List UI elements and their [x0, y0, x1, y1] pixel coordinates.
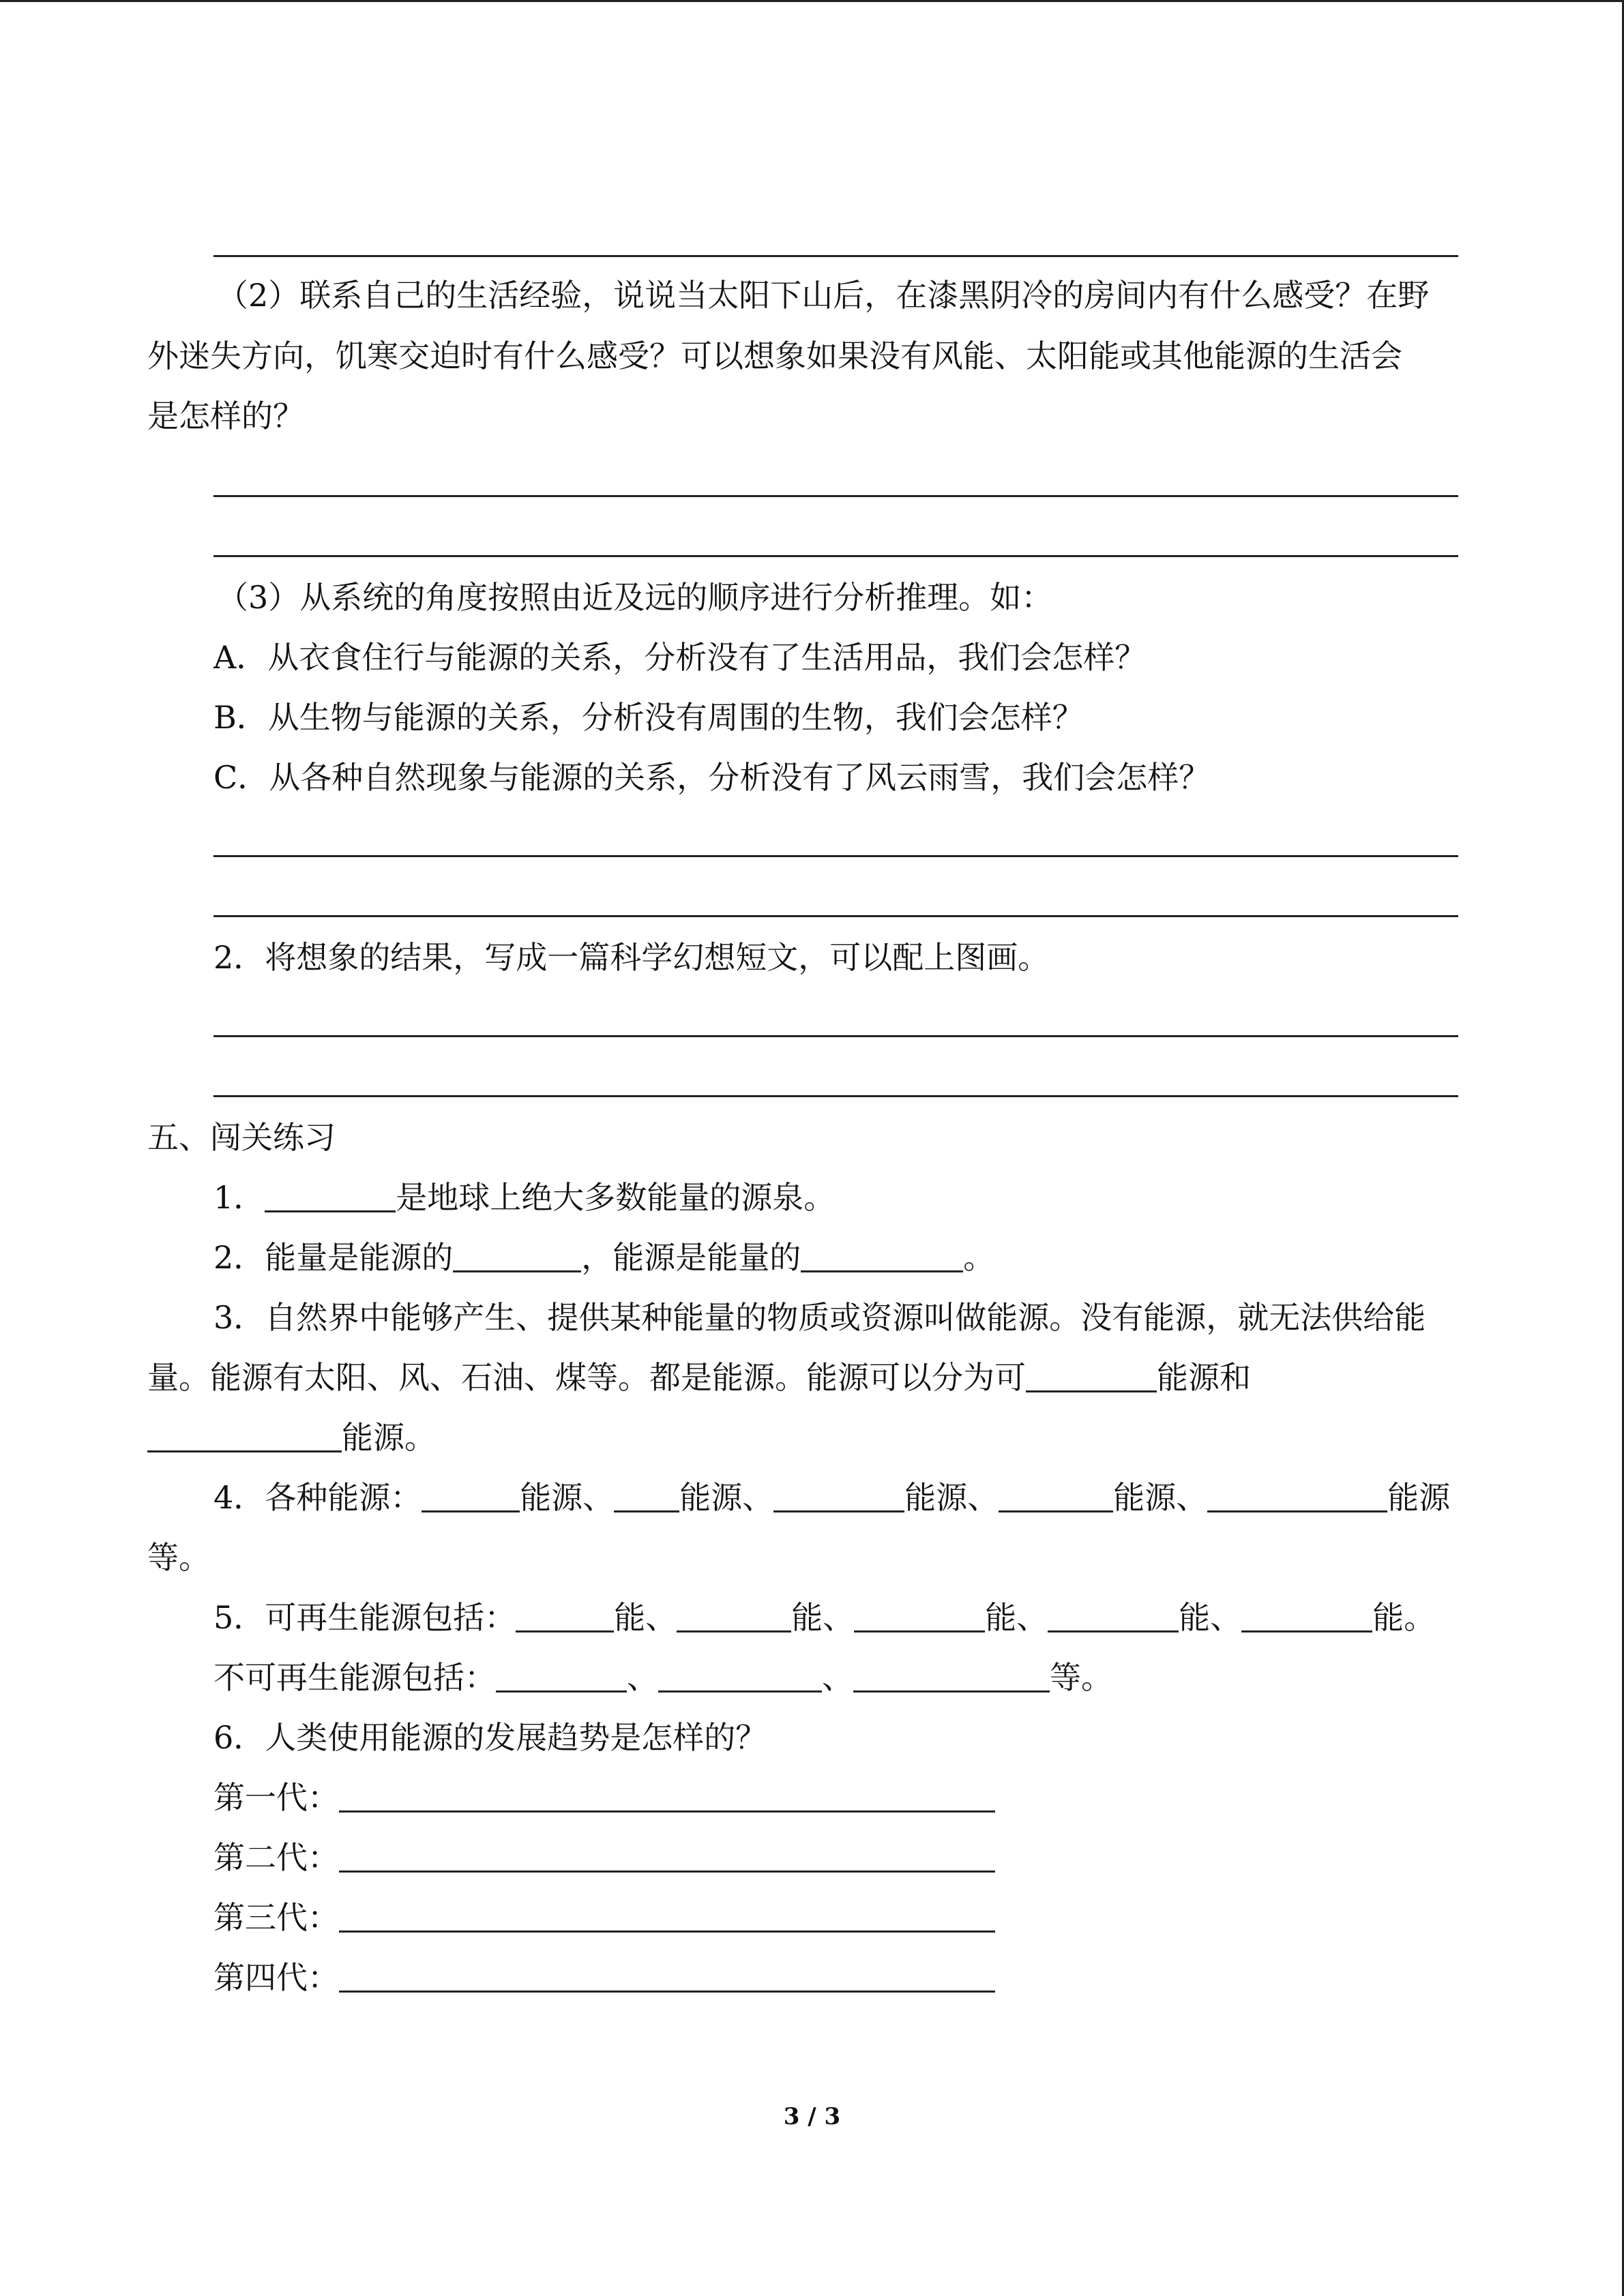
s5-q5-prefix: 5．可再生能源包括：	[213, 1599, 516, 1636]
section5-heading: 五、闯关练习	[147, 1119, 336, 1156]
fill-blank[interactable]	[1048, 1599, 1179, 1632]
q1-part2-line3: 是怎样的？	[147, 398, 304, 434]
s5-q5-sep: 能、	[985, 1599, 1048, 1636]
s5-q1-prefix: 1．	[213, 1179, 265, 1216]
q1-part2-line1: （2）联系自己的生活经验，说说当太阳下山后，在漆黑阴冷的房间内有什么感受？在野	[217, 277, 1430, 314]
answer-line	[213, 915, 1458, 917]
answer-line	[213, 255, 1458, 257]
generation-3	[213, 1897, 995, 1938]
page-top-border	[0, 0, 1624, 2]
answer-line	[213, 555, 1458, 557]
s5-question-6: 6．人类使用能源的发展趋势是怎样的？	[213, 1719, 767, 1756]
s5-q3-line3-end: 能源。	[342, 1419, 436, 1456]
fill-blank[interactable]	[1026, 1359, 1157, 1392]
fill-blank[interactable]	[339, 1839, 995, 1873]
s5-q4-sep: 能源、	[904, 1479, 999, 1516]
q1-part3-c: C．从各种自然现象与能源的关系，分析没有了风云雨雪，我们会怎样？	[213, 759, 1211, 796]
s5-q5b-prefix: 不可再生能源包括：	[213, 1659, 496, 1696]
fill-blank[interactable]	[1207, 1479, 1387, 1512]
s5-q3-line2	[147, 1357, 1251, 1398]
s5-q4-sep: 能源、	[520, 1479, 615, 1516]
s5-q1-suffix: 是地球上绝大多数能量的源泉。	[396, 1179, 836, 1216]
s5-q3-line1: 3．自然界中能够产生、提供某种能量的物质或资源叫做能源。没有能源，就无法供给能	[213, 1299, 1426, 1336]
s5-q4-prefix: 4．各种能源：	[213, 1479, 422, 1516]
q1-part3-a: A．从衣食住行与能源的关系，分析没有了生活用品，我们会怎样？	[213, 639, 1147, 676]
question-2: 2．将想象的结果，写成一篇科学幻想短文，可以配上图画。	[213, 939, 1050, 976]
fill-blank[interactable]	[422, 1479, 520, 1512]
s5-q4-sep: 能源、	[1113, 1479, 1208, 1516]
q1-part2-line2: 外迷失方向，饥寒交迫时有什么感受？可以想象如果没有风能、太阳能或其他能源的生活会	[147, 338, 1402, 374]
s5-question-5b	[213, 1657, 1112, 1698]
generation-1-label: 第一代：	[213, 1779, 339, 1816]
fill-blank[interactable]	[496, 1659, 627, 1693]
s5-q5-end: 能。	[1372, 1599, 1436, 1636]
fill-blank[interactable]	[773, 1479, 904, 1512]
s5-q4-end: 能源	[1387, 1479, 1451, 1516]
generation-4-label: 第四代：	[213, 1959, 339, 1996]
s5-q5b-sep: 、	[627, 1659, 658, 1696]
answer-line	[213, 1095, 1458, 1097]
s5-question-5	[213, 1597, 1435, 1638]
generation-2-label: 第二代：	[213, 1839, 339, 1876]
s5-q2-text-c: 。	[963, 1239, 995, 1276]
s5-q2-text-a: 2．能量是能源的	[213, 1239, 454, 1276]
s5-q2-text-b: ，能源是能量的	[581, 1239, 801, 1276]
generation-1	[213, 1777, 995, 1818]
fill-blank[interactable]	[453, 1239, 581, 1272]
answer-line	[213, 855, 1458, 857]
s5-q4-sep: 能源、	[679, 1479, 774, 1516]
s5-q5-sep: 能、	[614, 1599, 677, 1636]
generation-3-label: 第三代：	[213, 1899, 339, 1936]
fill-blank[interactable]	[614, 1479, 679, 1512]
fill-blank[interactable]	[339, 1899, 995, 1933]
fill-blank[interactable]	[265, 1179, 396, 1212]
q1-part3-intro: （3）从系统的角度按照由近及远的顺序进行分析推理。如：	[217, 579, 1053, 616]
s5-q3-line2-text: 量。能源有太阳、风、石油、煤等。都是能源。能源可以分为可	[147, 1359, 1026, 1396]
fill-blank[interactable]	[801, 1239, 963, 1272]
fill-blank[interactable]	[516, 1599, 614, 1632]
fill-blank[interactable]	[658, 1659, 822, 1693]
s5-q3-line2-end: 能源和	[1157, 1359, 1251, 1396]
answer-line	[213, 1035, 1458, 1037]
s5-q5-sep: 能、	[791, 1599, 855, 1636]
s5-question-2	[213, 1237, 994, 1278]
fill-blank[interactable]	[853, 1659, 1050, 1693]
s5-q4-line2: 等。	[147, 1539, 210, 1576]
generation-2	[213, 1837, 995, 1878]
fill-blank[interactable]	[339, 1959, 995, 1993]
s5-question-4	[213, 1477, 1450, 1518]
generation-4	[213, 1957, 995, 1998]
fill-blank[interactable]	[999, 1479, 1113, 1512]
fill-blank[interactable]	[677, 1599, 791, 1632]
s5-q5b-end: 等。	[1050, 1659, 1112, 1696]
answer-line	[213, 495, 1458, 497]
q1-part3-b: B．从生物与能源的关系，分析没有周围的生物，我们会怎样？	[213, 699, 1084, 736]
s5-q5-sep: 能、	[1179, 1599, 1242, 1636]
s5-q5b-sep: 、	[822, 1659, 853, 1696]
fill-blank[interactable]	[147, 1419, 342, 1452]
fill-blank[interactable]	[1241, 1599, 1372, 1632]
fill-blank[interactable]	[854, 1599, 985, 1632]
s5-question-1	[213, 1177, 835, 1218]
page-number: 3 / 3	[783, 2103, 841, 2130]
s5-q3-line3	[147, 1417, 436, 1458]
fill-blank[interactable]	[339, 1779, 995, 1813]
